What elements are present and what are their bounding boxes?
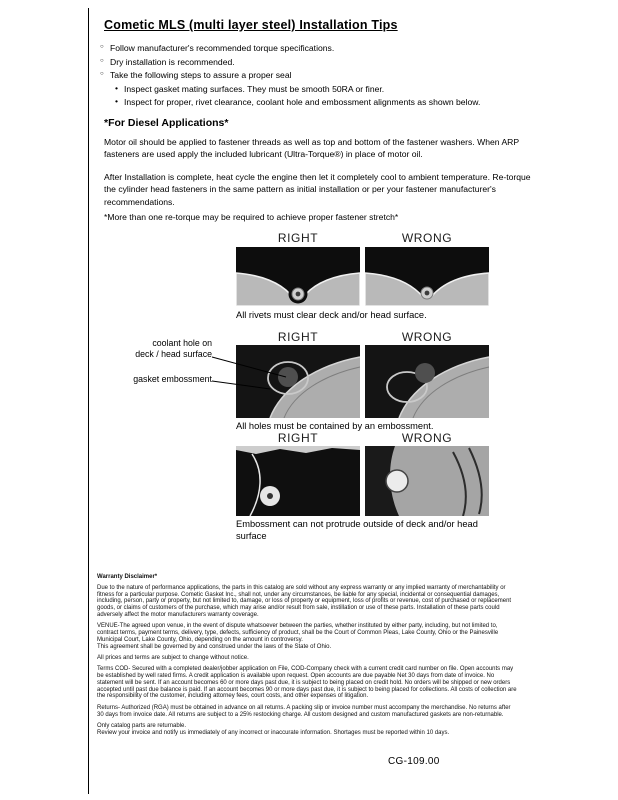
- rivet-wrong-diagram: [365, 247, 489, 306]
- installation-tips-list: [100, 43, 540, 111]
- rivet-wrong-label: WRONG: [401, 231, 453, 245]
- emboss-wrong-label: WRONG: [401, 431, 453, 445]
- disclaimer-warranty: Due to the nature of performance applications, the parts in this catalog are sold without any express warranty or any implied warranty of merchantability or fitness for a particular purpose. Cometic Gasket Inc., shall not, under any circumstances, be liable for any special, incidental or consequential damages, including, person, party or property, but not limited to, damage, or loss of property or equipment, loss of profits or revenue, cost of purchased or replacement goods, or claims of customers of the purchase, which may arise and/or result from sale, instillation or use of these parts. Installation of these parts could adversely affect the motor manufacturers warranty coverage.: [97, 584, 512, 618]
- coolant-hole-label: [116, 338, 212, 359]
- emboss-right-label: RIGHT: [277, 431, 319, 445]
- diesel-applications-heading: *For Diesel Applications*: [104, 117, 229, 129]
- coolant-right-illustration: [236, 345, 360, 418]
- disclaimer-venue: VENUE-The agreed upon venue, in the event of dispute whatsoever between the parties, whether instituted by either party, including, but not limited to, contract terms, payment terms, delivery, type, defects, sufficiency of product, shall be the Court of Common Pleas, Lake County, Ohio or the Painesville Municipal Court, Lake County, Ohio, depending on the amount in controversy.: [97, 623, 499, 643]
- holes-right-label: RIGHT: [277, 330, 319, 344]
- tip-item: ○ Dry installation is recommended.: [100, 57, 540, 67]
- rivet-right-illustration: [236, 247, 360, 306]
- disclaimer-terms: Terms COD- Secured with a completed dealer/jobber application on File, COD-Company check with a current credit card number on file. Open accounts may be established by well rated firms. A credit application is available upon request. Open accounts are due payable Net 30 days from date of invoice. No statement will be sent. If an account becomes 60 or more days past due, it is subject to being placed on credit hold. No orders will be shipped or new orders accepted until past due balance is paid. If an account becomes 90 or more days past due, it is subject to being placed for collections. All costs of collection are the responsibility of the customer, including attorney fees, court costs, and other expenses of litigation.: [97, 666, 517, 700]
- coolant-hole-label-line2: deck / head surface: [135, 348, 212, 359]
- disclaimer-heading: Warranty Disclaimer*: [97, 574, 158, 580]
- coolant-hole-label-line1: coolant hole on: [152, 338, 212, 348]
- rivet-right-label: RIGHT: [277, 231, 319, 245]
- diesel-paragraph-1: Motor oil should be applied to fastener threads as well as top and bottom of the fastener washers. When ARP fasteners are used apply the included lubricant (Ultra-Torque®) in place of motor oil.: [104, 137, 519, 160]
- disclaimer-governing-law: This agreement shall be governed by and construed under the laws of the State of Ohio.: [97, 643, 332, 650]
- tip-item: ○ Take the following steps to assure a proper seal: [100, 70, 540, 80]
- emboss-right-illustration: [236, 446, 360, 516]
- holes-wrong-label: WRONG: [401, 330, 453, 344]
- coolant-wrong-diagram: [365, 345, 489, 418]
- tip-sub-item: • Inspect for proper, rivet clearance, coolant hole and embossment alignments as shown below.: [115, 97, 540, 107]
- emboss-wrong-illustration: [365, 446, 489, 516]
- emboss-caption: Embossment can not protrude outside of deck and/or head surface: [236, 519, 478, 541]
- page-code: CG-109.00: [388, 756, 440, 767]
- rivet-wrong-illustration: [365, 247, 489, 306]
- gasket-embossment-label: gasket embossment: [133, 374, 212, 384]
- page-title: Cometic MLS (multi layer steel) Installation Tips: [104, 18, 398, 32]
- warranty-disclaimer: [97, 574, 517, 741]
- tip-item: ○ Follow manufacturer's recommended torque specifications.: [100, 43, 540, 53]
- left-margin-rule: [88, 8, 89, 794]
- rivet-right-diagram: [236, 247, 360, 306]
- disclaimer-catalog-note: Only catalog parts are returnable.: [97, 722, 187, 729]
- diesel-paragraph-2: After Installation is complete, heat cycle the engine then let it completely cool to ambient temperature. Re-torque the cylinder head fasteners in the same pattern as initial installation or per your fastener manufacturer's recommendations.: [104, 172, 531, 207]
- emboss-wrong-diagram: [365, 446, 489, 516]
- rivet-caption: All rivets must clear deck and/or head surface.: [236, 310, 427, 320]
- holes-caption: All holes must be contained by an embossment.: [236, 421, 434, 431]
- retorque-note: *More than one re-torque may be required to achieve proper fastener stretch*: [104, 212, 399, 222]
- disclaimer-invoice-note: Review your invoice and notify us immediately of any incorrect or inaccurate information. Shortages must be reported within 10 days.: [97, 729, 450, 736]
- emboss-right-diagram: [236, 446, 360, 516]
- tip-sub-item: • Inspect gasket mating surfaces. They must be smooth 50RA or finer.: [115, 84, 540, 94]
- coolant-right-diagram: [236, 345, 360, 418]
- coolant-wrong-illustration: [365, 345, 489, 418]
- disclaimer-returns: Returns- Authorized (RGA) must be obtained in advance on all returns. A packing slip or invoice number must accompany the merchandise. No returns after 30 days from invoice date. All returns are subject to a 25% restocking charge. All custom designed and custom manufactured gaskets are non-returnable.: [97, 704, 511, 718]
- disclaimer-prices: All prices and terms are subject to change without notice.: [97, 654, 249, 661]
